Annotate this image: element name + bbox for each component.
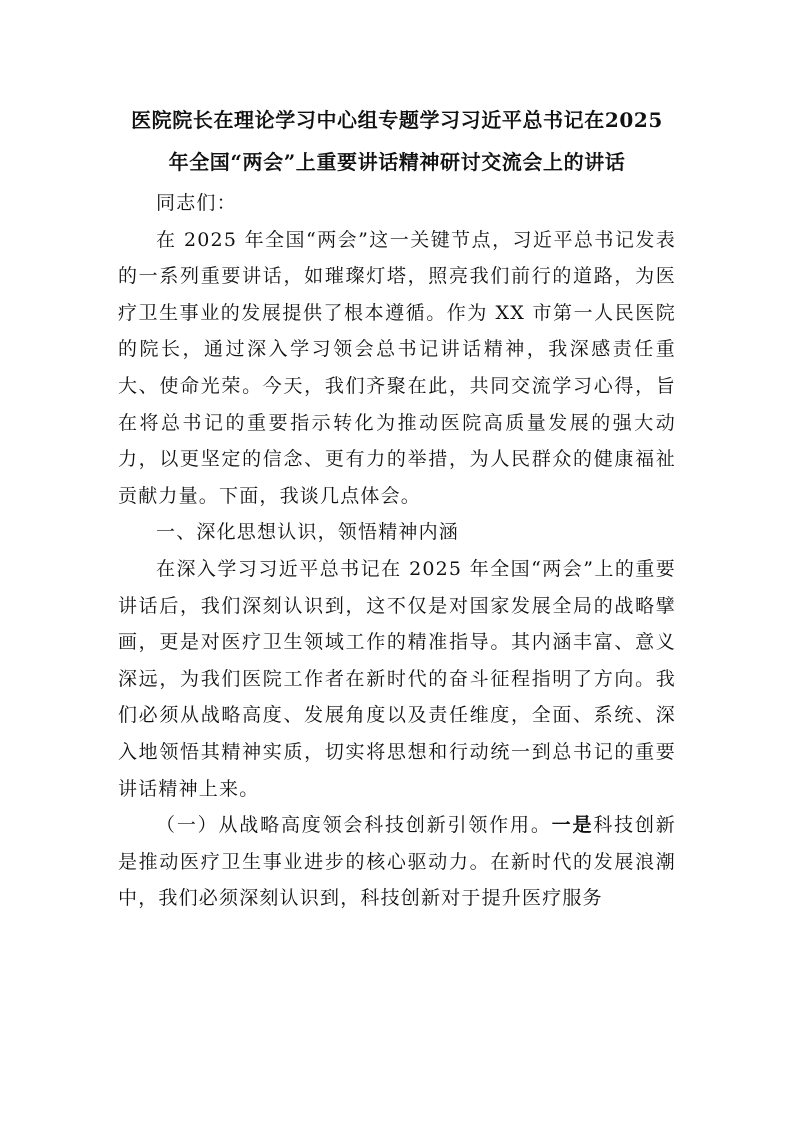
paragraph-subsection-1 [118, 807, 676, 917]
document-title-line-2: 年全国“两会”上重要讲话精神研讨交流会上的讲话 [168, 150, 626, 174]
document-body [118, 185, 676, 917]
section-heading-1: 一、深化思想认识，领悟精神内涵 [156, 521, 460, 544]
subsection-text-1: 科技创新是推动医疗卫生事业进步的核心驱动力。在新时代的发展浪潮中，我们必须深刻认识到，科技创新对于提升医疗服务 [118, 814, 676, 910]
subsection-heading-1: （一）从战略高度领会科技创新引领作用。 [156, 814, 552, 837]
greeting: 同志们： [156, 192, 237, 214]
paragraph-intro: 在 2025 年全国“两会”这一关键节点，习近平总书记发表的一系列重要讲话，如璀璨灯塔，照亮我们前行的道路，为医疗卫生事业的发展提供了根本遵循。作为 XX 市第一人民医院的院长，通过深入学习领会总书记讲话精神，我深感责任重大、使命光荣。今天，我们齐聚在此，共同交流学习心得，旨在将总书记的重要指示转化为推动医院高质量发展的强大动力，以更坚定的信念、更有力的举措，为人民群众的健康福祉贡献力量。下面，我谈几点体会。 [118, 228, 676, 507]
document-title-line-1: 医院院长在理论学习中心组专题学习习近平总书记在2025 [131, 108, 663, 132]
point-lead: 一是 [551, 814, 594, 837]
paragraph-section-1: 在深入学习习近平总书记在 2025 年全国“两会”上的重要讲话后，我们深刻认识到，这不仅是对国家发展全局的战略擘画，更是对医疗卫生领域工作的精准指导。其内涵丰富、意义深远，为我们医院工作者在新时代的奋斗征程指明了方向。我们必须从战略高度、发展角度以及责任维度，全面、系统、深入地领悟其精神实质，切实将思想和行动统一到总书记的重要讲话精神上来。 [118, 557, 676, 800]
